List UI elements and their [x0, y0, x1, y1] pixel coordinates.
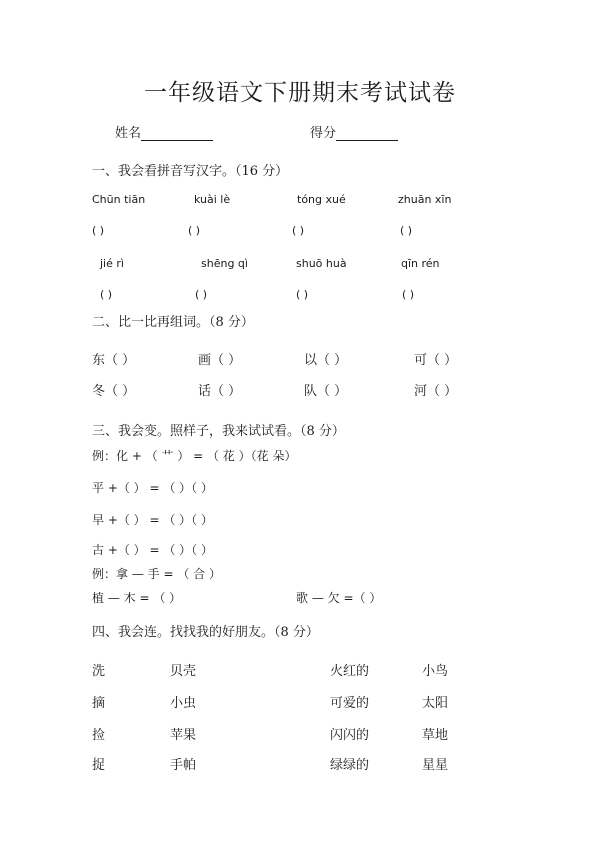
compare-word-8[interactable]: 河（ ） — [414, 384, 458, 399]
compare-word-2[interactable]: 画（ ） — [198, 353, 242, 368]
score-label: 得分 — [310, 126, 337, 141]
noun-2[interactable]: 太阳 — [422, 696, 449, 711]
example-add: 例：化 + （ 艹 ） = （ 花 ）（花 朵） — [92, 449, 297, 463]
name-blank[interactable] — [141, 127, 213, 141]
name-field[interactable] — [115, 122, 213, 141]
answer-paren-4[interactable]: ( ) — [400, 224, 413, 237]
section4-heading: 四、我会连。找找我的好朋友。（8 分） — [92, 625, 319, 640]
answer-paren-5[interactable]: ( ) — [100, 288, 113, 301]
name-label: 姓名 — [115, 126, 142, 141]
noun-3[interactable]: 草地 — [422, 728, 449, 743]
object-1[interactable]: 贝壳 — [170, 664, 197, 679]
compare-word-3[interactable]: 以（ ） — [304, 353, 348, 368]
transform-line-2[interactable]: 早 +（ ） = （ ）（ ） — [92, 513, 213, 527]
compare-word-1[interactable]: 东（ ） — [92, 353, 136, 368]
verb-3[interactable]: 捡 — [92, 728, 106, 743]
score-field[interactable] — [310, 122, 398, 141]
subtract-line-2[interactable]: 歌 — 欠 =（ ） — [296, 591, 382, 605]
adjective-3[interactable]: 闪闪的 — [330, 728, 370, 743]
compare-word-7[interactable]: 队（ ） — [304, 384, 348, 399]
object-2[interactable]: 小虫 — [170, 696, 197, 711]
pinyin-5: jié rì — [100, 257, 124, 270]
verb-1[interactable]: 洗 — [92, 664, 106, 679]
answer-paren-3[interactable]: ( ) — [292, 224, 305, 237]
answer-paren-1[interactable]: ( ) — [92, 224, 105, 237]
verb-4[interactable]: 捉 — [92, 758, 106, 773]
adjective-4[interactable]: 绿绿的 — [330, 758, 370, 773]
pinyin-1: Chūn tiān — [92, 193, 146, 206]
answer-paren-7[interactable]: ( ) — [296, 288, 309, 301]
answer-paren-8[interactable]: ( ) — [402, 288, 415, 301]
answer-paren-6[interactable]: ( ) — [195, 288, 208, 301]
subtract-line-1[interactable]: 植 — 木 = （ ） — [92, 591, 182, 605]
pinyin-7: shuō huà — [296, 257, 347, 270]
adjective-2[interactable]: 可爱的 — [330, 696, 370, 711]
section2-heading: 二、比一比再组词。（8 分） — [92, 315, 254, 330]
transform-line-3[interactable]: 古 +（ ） = （ ）（ ） — [92, 543, 213, 557]
compare-word-5[interactable]: 冬（ ） — [92, 384, 136, 399]
section1-heading: 一、我会看拼音写汉字。（16 分） — [92, 164, 289, 179]
example-subtract: 例：拿 — 手 = （ 合 ） — [92, 567, 221, 581]
object-3[interactable]: 苹果 — [170, 728, 197, 743]
pinyin-6: shēng qì — [201, 257, 248, 270]
pinyin-2: kuài lè — [194, 193, 231, 206]
transform-line-1[interactable]: 平 +（ ） = （ ）（ ） — [92, 481, 213, 495]
page-title: 一年级语文下册期末考试试卷 — [144, 80, 456, 106]
score-blank[interactable] — [336, 127, 398, 141]
object-4[interactable]: 手帕 — [170, 758, 197, 773]
adjective-1[interactable]: 火红的 — [330, 664, 370, 679]
pinyin-4: zhuān xīn — [398, 193, 452, 206]
pinyin-3: tóng xué — [297, 193, 346, 206]
answer-paren-2[interactable]: ( ) — [188, 224, 201, 237]
noun-4[interactable]: 星星 — [422, 758, 449, 773]
compare-word-4[interactable]: 可（ ） — [414, 353, 458, 368]
noun-1[interactable]: 小鸟 — [422, 664, 449, 679]
verb-2[interactable]: 摘 — [92, 696, 106, 711]
section3-heading: 三、我会变。照样子，我来试试看。（8 分） — [92, 424, 345, 439]
compare-word-6[interactable]: 话（ ） — [198, 384, 242, 399]
pinyin-8: qīn rén — [401, 257, 440, 270]
